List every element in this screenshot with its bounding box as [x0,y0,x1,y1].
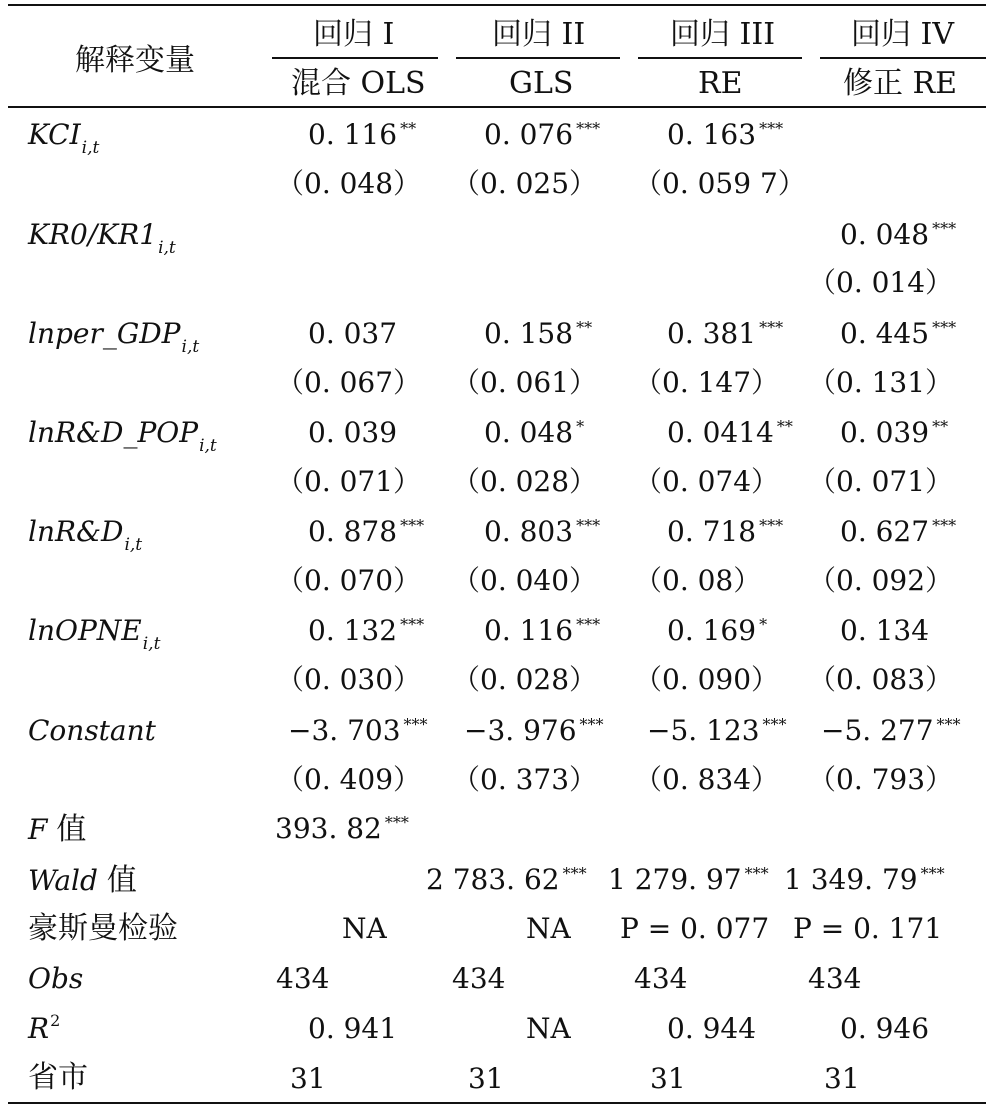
method-header-3: RE [698,66,743,101]
r-squared-value: 0. 944 [667,1012,757,1045]
se-cell: （0. 373） [452,763,598,796]
wald-value: 1 279. 97 *** [608,863,769,896]
se-cell: （0. 071） [808,465,954,498]
wald-value: 2 783. 62 *** [426,863,587,896]
coef-cell: 0. 076 *** [484,118,601,151]
se-cell: （0. 059 7） [634,167,806,200]
coef-cell: 0. 134 [840,614,930,647]
r-squared-value: NA [526,1012,571,1045]
coef-cell: 0. 627 *** [840,515,957,548]
coef-cell: 0. 158 ** [484,317,593,350]
coef-cell: 0. 132 *** [308,614,425,647]
coef-cell: 0. 116 ** [308,118,417,151]
coef-cell: 0. 803 *** [484,515,601,548]
hausman-value: P = 0. 077 [620,912,770,945]
se-cell: （0. 147） [634,366,780,399]
var-label-lnrd: $\ln R\&D_{i,t}$ [28,515,143,555]
coef-cell: 0. 039 [308,416,398,449]
se-cell: （0. 090） [634,663,780,696]
coef-cell: 0. 116 *** [484,614,601,647]
group-rule-3 [638,57,802,59]
method-header-4: 修正 RE [843,66,958,101]
provinces-value: 31 [468,1062,504,1095]
coef-cell: −5. 123 *** [647,714,787,747]
group-rule-4 [820,57,986,59]
provinces-value: 31 [824,1062,860,1095]
top-rule [8,4,986,6]
coef-cell: 0. 048 * [484,416,585,449]
coef-cell: −5. 277 *** [821,714,961,747]
group-header-3: 回归 III [670,17,776,52]
se-cell: （0. 014） [808,266,954,299]
se-cell: （0. 074） [634,465,780,498]
var-label-lnrd-pop: $\ln R\&D\_POP_{i,t}$ [28,416,217,456]
provinces-value: 31 [290,1062,326,1095]
group-rule-2 [456,57,620,59]
obs-value: 434 [634,962,688,995]
var-label-lnper-gdp: $lnper\_GDP_{i,t}$ [28,317,200,357]
se-cell: （0. 083） [808,663,954,696]
se-cell: （0. 070） [276,564,422,597]
se-cell: （0. 025） [452,167,598,200]
coef-cell: 0. 048 *** [840,218,957,251]
se-cell: （0. 061） [452,366,598,399]
coef-cell: −3. 976 *** [464,714,604,747]
bottom-rule [8,1102,986,1104]
se-cell: （0. 048） [276,167,422,200]
se-cell: （0. 08） [634,564,762,597]
coef-cell: 0. 445 *** [840,317,957,350]
coef-cell: 0. 718 *** [667,515,784,548]
obs-value: 434 [452,962,506,995]
group-rule-1 [272,57,438,59]
se-cell: （0. 092） [808,564,954,597]
coef-cell: 0. 037 [308,317,398,350]
header-rule [8,106,986,108]
provinces-label: 省市 [28,1060,88,1095]
coef-cell: 0. 381 *** [667,317,784,350]
coef-cell: 0. 163 *** [667,118,784,151]
method-header-1: 混合 OLS [291,66,426,101]
se-cell: （0. 071） [276,465,422,498]
se-cell: （0. 040） [452,564,598,597]
hausman-label: 豪斯曼检验 [28,911,178,946]
method-header-2: GLS [509,66,574,101]
var-label-lnopne: lnOPNE$_{i,t}$ [28,614,161,654]
r-squared-value: 0. 941 [308,1012,398,1045]
wald-value: 1 349. 79 *** [784,863,945,896]
wald-value-label: Wald 值 [28,863,137,898]
provinces-value: 31 [650,1062,686,1095]
r-squared-label: $R^2$ [28,1011,61,1045]
obs-value: 434 [276,962,330,995]
se-cell: （0. 409） [276,763,422,796]
se-cell: （0. 834） [634,763,780,796]
f-value: 393. 82 *** [275,812,409,845]
se-cell: （0. 067） [276,366,422,399]
se-cell: （0. 028） [452,465,598,498]
group-header-2: 回归 II [492,17,586,52]
se-cell: （0. 030） [276,663,422,696]
obs-label: Obs [28,962,84,995]
var-label-kci: $KCI_{i,t}$ [28,118,100,158]
coef-cell: −3. 703 *** [288,714,428,747]
f-value-label: F 值 [28,812,87,847]
hausman-value: P = 0. 171 [793,912,943,945]
hausman-value: NA [342,912,387,945]
se-cell: （0. 793） [808,763,954,796]
group-header-1: 回归 I [313,17,395,52]
coef-cell: 0. 878 *** [308,515,425,548]
group-header-4: 回归 IV [851,17,955,52]
coef-cell: 0. 169 * [667,614,768,647]
coef-cell: 0. 039 ** [840,416,949,449]
obs-value: 434 [808,962,862,995]
hausman-value: NA [526,912,571,945]
var-header: 解释变量 [75,43,195,78]
se-cell: （0. 131） [808,366,954,399]
se-cell: （0. 028） [452,663,598,696]
r-squared-value: 0. 946 [840,1012,930,1045]
var-label-kr-ratio: $KR0/KR1_{i,t}$ [28,218,176,258]
var-label-constant: Constant [28,714,156,747]
coef-cell: 0. 0414 ** [667,416,793,449]
